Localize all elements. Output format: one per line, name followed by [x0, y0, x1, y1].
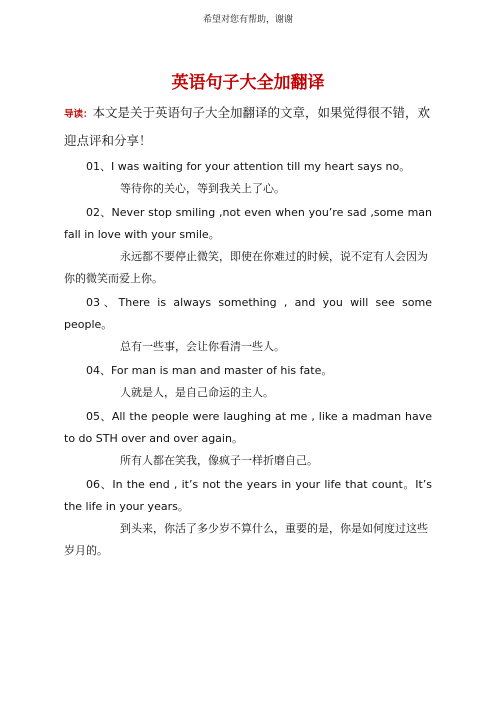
english-sentence: 02、Never stop smiling ,not even when you’re sad ,some man fall in love with your smile。	[64, 206, 432, 241]
chinese-translation: 永远都不要停止微笑，即使在你难过的时候，说不定有人会因为你的微笑而爱上你。	[64, 250, 428, 285]
document-title: 英语句子大全加翻译	[171, 73, 325, 93]
chinese-translation: 所有人都在笑我，像疯子一样折磨自己。	[120, 454, 318, 467]
chinese-translation: 人就是人，是自己命运的主人。	[120, 386, 274, 399]
chinese-translation: 总有一些事，会让你看清一些人。	[120, 340, 285, 353]
chinese-translation: 到头来，你活了多少岁不算什么，重要的是，你是如何度过这些岁月的。	[64, 522, 428, 557]
english-sentence: 01、I was waiting for your attention till my heart says no。	[86, 160, 411, 173]
intro-label: 导读：	[64, 109, 93, 120]
chinese-translation: 等待你的关心，等到我关上了心。	[120, 182, 285, 195]
sentence-list	[64, 156, 432, 564]
english-sentence: 03、There is always something , and you will see some people。	[64, 296, 432, 331]
intro-paragraph	[64, 100, 432, 154]
english-sentence: 05、All the people were laughing at me , like a madman have to do STH over and over again。	[64, 410, 432, 445]
english-sentence: 06、In the end , it’s not the years in your life that count。It’s the life in your years。	[64, 478, 432, 513]
english-sentence: 04、For man is man and master of his fate。	[86, 364, 333, 377]
page-header: 希望对您有帮助，谢谢	[202, 15, 293, 25]
intro-text: 本文是关于英语句子大全加翻译的文章，如果觉得很不错，欢迎点评和分享！	[64, 105, 431, 148]
